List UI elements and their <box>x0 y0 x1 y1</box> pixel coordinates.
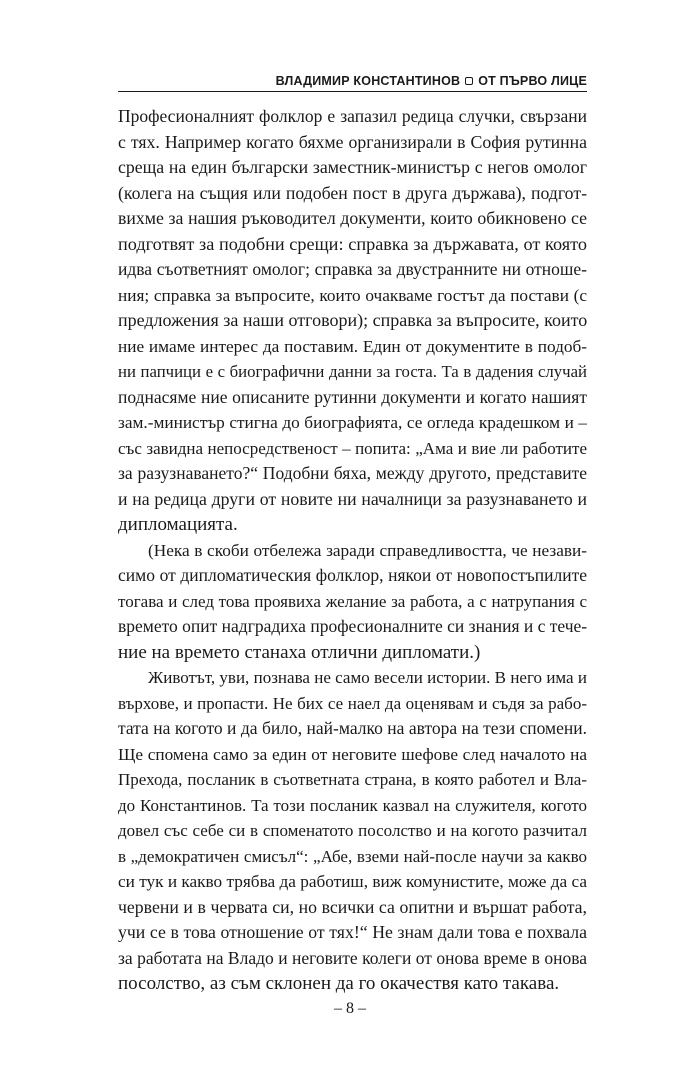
text-line: поднасяме ние описаните рутинни документи и когато нашият <box>118 386 587 407</box>
page-number: – 8 – <box>334 1000 366 1017</box>
text-line: ния; справка за въпросите, които очакваме гостът да постави (с <box>118 285 587 305</box>
header-author: ВЛАДИМИР КОНСТАНТИНОВ <box>275 74 461 88</box>
text-line: до Константинов. Та този посланик казвал на служителя, когото <box>118 795 587 815</box>
separator-square-icon <box>465 77 473 85</box>
text-line: със завидна непосредственост – попита: „Ама и вие ли работите <box>118 438 587 458</box>
text-line: подготвят за подобни срещи: справка за държавата, от която <box>118 233 587 254</box>
text-line: посолство, аз съм склонен да го окачествя като такава. <box>118 973 560 994</box>
paragraph <box>118 665 587 997</box>
text-line: Професионалният фолклор е запазил редица случки, свързани <box>118 106 587 126</box>
text-line: симо от дипломатическия фолклор, някои от новопостъпилите <box>118 565 587 585</box>
text-line: учи се в това отношение от тях!“ Не знам дали това е похвала <box>118 922 587 942</box>
text-line: си тук и какво трябва да работиш, виж комунистите, може да са <box>118 872 587 891</box>
text-line: (Нека в скоби отбележа заради справедливостта, че незави- <box>148 540 587 560</box>
paragraph <box>118 104 587 538</box>
text-line: Прехода, посланик в съответната страна, в която работел и Вла- <box>118 770 587 789</box>
text-line: Ще спомена само за един от неговите шефове след началото на <box>118 744 587 764</box>
paragraph <box>118 538 587 666</box>
text-line: с тях. Например когато бяхме организирали в София рутинна <box>118 131 587 152</box>
text-line: и на редица други от новите ни началници за разузнаването и <box>118 488 587 509</box>
text-line: за разузнаването?“ Подобни бяха, между другото, представите <box>118 463 587 483</box>
text-line: тогава и след това проявиха желание за работа, а с натрупания с <box>118 591 587 611</box>
text-line: довел със себе си в споменатото посолство и на когото разчитал <box>118 821 587 840</box>
text-line: върхове, и пропасти. Не бих се наел да оценявам и съдя за рабо- <box>118 693 587 713</box>
text-line: тата на когото и да било, най-малко на автора на тези спомени. <box>118 718 587 738</box>
text-line: Животът, уви, познава не само весели истории. В него има и <box>148 668 587 687</box>
header-book-title: ОТ ПЪРВО ЛИЦЕ <box>478 74 587 88</box>
text-line: идва съответният омолог; справка за двустранните ни отноше- <box>118 259 587 279</box>
text-line: предложения за наши отговори); справка за въпросите, които <box>118 310 587 330</box>
running-header <box>118 74 587 92</box>
text-line: (колега на същия или подобен пост в друга държава), подгот- <box>118 182 587 203</box>
text-line: вихме за нашия ръководител документи, които обикновено се <box>118 208 587 228</box>
text-line: среща на един български заместник-министър с негов омолог <box>118 157 587 177</box>
text-line: дипломацията. <box>118 514 238 535</box>
text-line: времето опит надградиха професионалните си знания и с тече- <box>118 616 587 636</box>
text-line: зам.-министър стигна до биографията, се огледа крадешком и – <box>118 413 587 432</box>
text-line: ни папчици е с биографични данни за госта. Та в дадения случай <box>118 362 587 381</box>
page-body <box>118 104 587 997</box>
text-line: ние имаме интерес да поставим. Един от документите в подоб- <box>118 336 587 356</box>
text-line: в „демократичен смисъл“: „Абе, вземи най-после научи за какво <box>118 846 587 866</box>
text-line: ние на времето станаха отлични дипломати.) <box>118 641 481 663</box>
text-line: червени и в червата си, но всички са опитни и вършат работа, <box>118 896 587 917</box>
text-line: за работата на Владо и неговите колеги от онова време в онова <box>118 947 587 968</box>
